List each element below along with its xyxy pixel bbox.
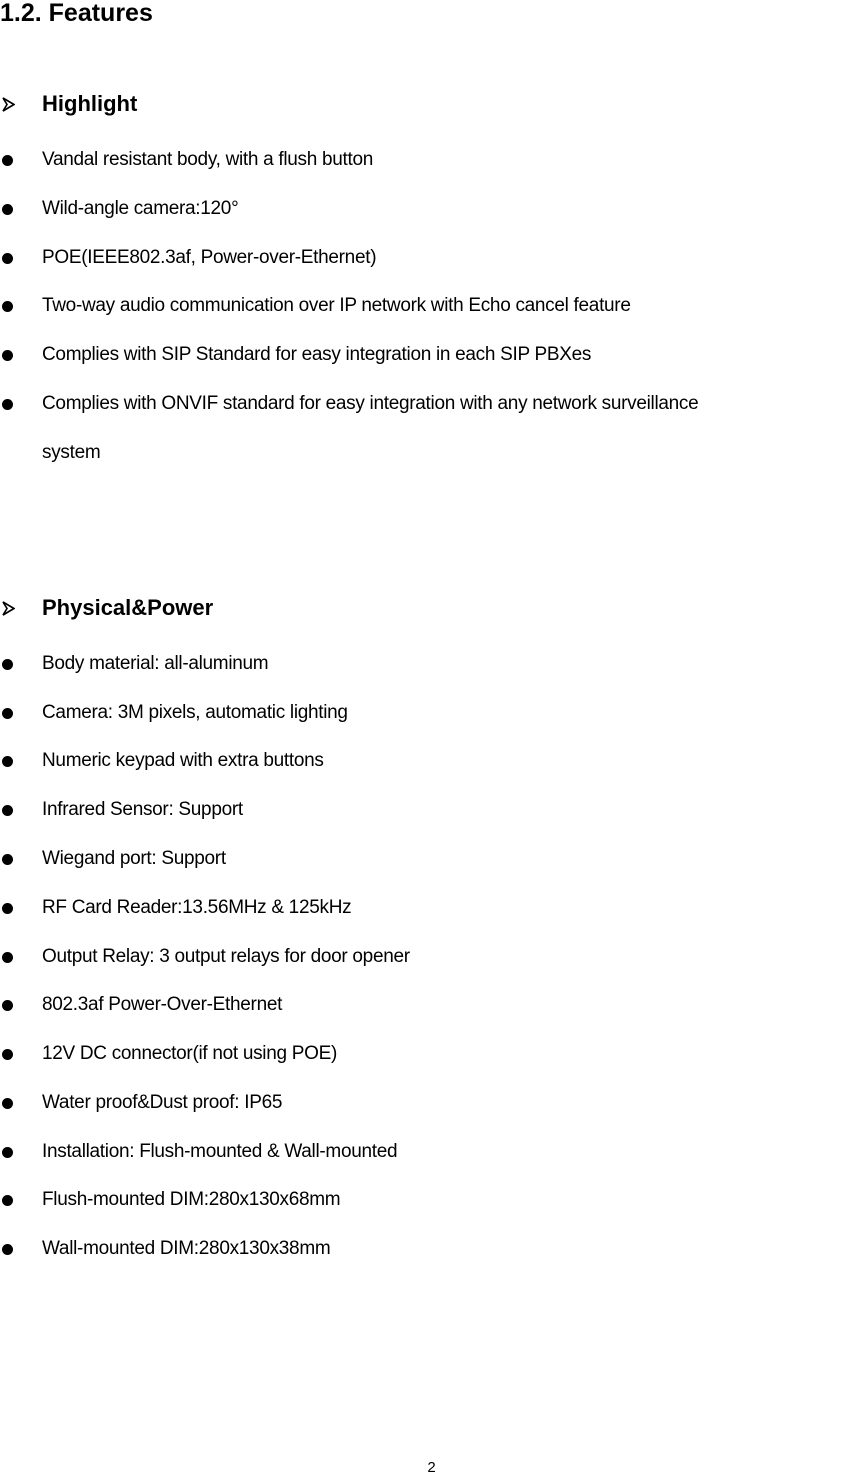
list-item-text: Wall-mounted DIM:280x130x38mm [42, 1238, 331, 1259]
bullet-dot-icon [2, 903, 13, 914]
list-item [0, 342, 863, 368]
list-item [0, 895, 863, 921]
bullet-dot-icon [2, 399, 13, 410]
list-item [0, 245, 863, 271]
bullet-dot-icon [2, 1147, 13, 1158]
list-item [0, 1041, 863, 1067]
list-item-text: RF Card Reader:13.56MHz & 125kHz [42, 897, 352, 918]
bullet-dot-icon [2, 1098, 13, 1109]
list-item [0, 944, 863, 970]
list-item [0, 1187, 863, 1213]
list-item [0, 797, 863, 823]
section-title: 1.2. Features [0, 0, 153, 27]
list-item [0, 147, 863, 173]
list-item [0, 992, 863, 1018]
arrow-bullet-icon [2, 97, 15, 112]
list-item-text: Body material: all-aluminum [42, 653, 269, 674]
list-item [0, 293, 863, 319]
list-item-continuation: system [42, 442, 101, 463]
list-item [0, 748, 863, 774]
list-item-text: Water proof&Dust proof: IP65 [42, 1092, 283, 1113]
bullet-dot-icon [2, 659, 13, 670]
bullet-dot-icon [2, 708, 13, 719]
bullet-dot-icon [2, 854, 13, 865]
list-item-text: Wild-angle camera:120° [42, 198, 239, 219]
list-item [0, 1090, 863, 1116]
bullet-dot-icon [2, 805, 13, 816]
list-item-text: Vandal resistant body, with a flush button [42, 149, 374, 170]
physical-power-heading [0, 593, 214, 623]
bullet-dot-icon [2, 301, 13, 312]
list-item [0, 700, 863, 726]
page-number: 2 [427, 1459, 436, 1476]
bullet-dot-icon [2, 1000, 13, 1011]
list-item-text: Wiegand port: Support [42, 848, 226, 869]
list-item-text: Installation: Flush-mounted & Wall-mounted [42, 1141, 398, 1162]
bullet-dot-icon [2, 204, 13, 215]
list-item [0, 1236, 863, 1262]
list-item-text: Output Relay: 3 output relays for door opener [42, 946, 410, 967]
list-item-text: Complies with ONVIF standard for easy integration with any network surveillance [42, 393, 699, 414]
bullet-dot-icon [2, 756, 13, 767]
bullet-dot-icon [2, 1049, 13, 1060]
list-item [0, 196, 863, 222]
list-item [0, 1139, 863, 1165]
list-item [0, 651, 863, 677]
list-item-text: Complies with SIP Standard for easy integration in each SIP PBXes [42, 344, 592, 365]
list-item-text: Numeric keypad with extra buttons [42, 750, 324, 771]
bullet-dot-icon [2, 350, 13, 361]
bullet-dot-icon [2, 1195, 13, 1206]
list-item [0, 391, 863, 417]
list-item-text: Flush-mounted DIM:280x130x68mm [42, 1189, 341, 1210]
physical-power-heading-label: Physical&Power [42, 595, 214, 620]
highlight-heading-label: Highlight [42, 91, 138, 116]
bullet-dot-icon [2, 253, 13, 264]
bullet-dot-icon [2, 1244, 13, 1255]
arrow-bullet-icon [2, 601, 15, 616]
list-item-text: Two-way audio communication over IP network with Echo cancel feature [42, 295, 631, 316]
highlight-heading [0, 89, 138, 119]
list-item-text: Camera: 3M pixels, automatic lighting [42, 702, 348, 723]
list-item [0, 846, 863, 872]
bullet-dot-icon [2, 155, 13, 166]
list-item-text: Infrared Sensor: Support [42, 799, 243, 820]
list-item-text: 12V DC connector(if not using POE) [42, 1043, 337, 1064]
bullet-dot-icon [2, 952, 13, 963]
list-item-text: POE(IEEE802.3af, Power-over-Ethernet) [42, 247, 377, 268]
list-item-text: 802.3af Power-Over-Ethernet [42, 994, 283, 1015]
